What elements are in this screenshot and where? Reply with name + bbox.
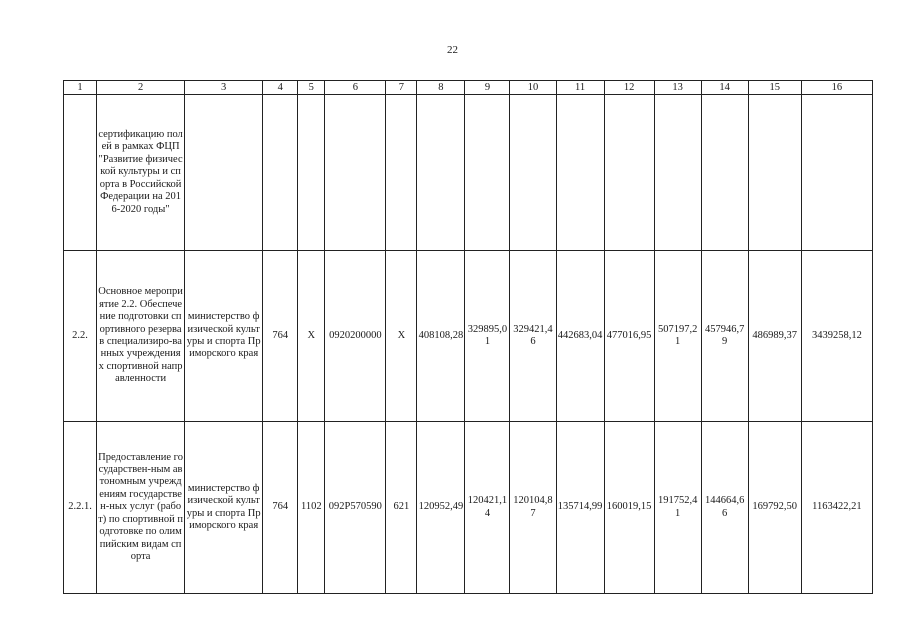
page-number: 22 xyxy=(447,44,458,56)
table-cell: 1102 xyxy=(298,422,325,594)
table-cell xyxy=(748,95,801,251)
item-name: сертификацию полей в рамках ФЦП "Развитие физической культуры и спорта в Российской Федерации на 2016-2020 годы" xyxy=(97,95,185,251)
table-cell: 3439258,12 xyxy=(801,251,872,422)
column-number: 12 xyxy=(604,81,654,95)
column-number: 5 xyxy=(298,81,325,95)
table-cell: 1163422,21 xyxy=(801,422,872,594)
item-name: Основное мероприятие 2.2. Обеспечение подготовки спортивного резерва в специализиро-ванных учреждениях спортивной направленности xyxy=(97,251,185,422)
table-cell xyxy=(654,95,701,251)
column-number: 8 xyxy=(417,81,465,95)
table-cell: 160019,15 xyxy=(604,422,654,594)
table-cell xyxy=(263,95,298,251)
column-number: 2 xyxy=(97,81,185,95)
column-number: 16 xyxy=(801,81,872,95)
table-cell: 764 xyxy=(263,422,298,594)
table-cell: 408108,28 xyxy=(417,251,465,422)
table-cell: 621 xyxy=(386,422,417,594)
table-row xyxy=(64,95,873,251)
column-number: 3 xyxy=(185,81,263,95)
table-cell: 764 xyxy=(263,251,298,422)
table-cell: 329895,01 xyxy=(465,251,510,422)
table-cell xyxy=(325,95,386,251)
column-number: 11 xyxy=(556,81,604,95)
item-name: Предоставление государствен-ным автономным учреждениям государствен-ных услуг (работ) по спортивной подготовке по олимпийским видам спорта xyxy=(97,422,185,594)
table-cell xyxy=(604,95,654,251)
column-number: 1 xyxy=(64,81,97,95)
table-cell: 486989,37 xyxy=(748,251,801,422)
column-number: 4 xyxy=(263,81,298,95)
table-cell: 457946,79 xyxy=(701,251,748,422)
table-cell: 477016,95 xyxy=(604,251,654,422)
table-cell: 144664,66 xyxy=(701,422,748,594)
table-cell: 191752,41 xyxy=(654,422,701,594)
column-number: 13 xyxy=(654,81,701,95)
budget-table xyxy=(63,80,873,594)
executor xyxy=(185,95,263,251)
executor: министерство физической культуры и спорта Приморского края xyxy=(185,251,263,422)
table-cell: X xyxy=(298,251,325,422)
table-cell xyxy=(465,95,510,251)
column-number: 14 xyxy=(701,81,748,95)
column-number: 15 xyxy=(748,81,801,95)
table-cell: 092P570590 xyxy=(325,422,386,594)
table-cell xyxy=(510,95,556,251)
table-cell: 329421,46 xyxy=(510,251,556,422)
table-cell xyxy=(701,95,748,251)
table-cell: 442683,04 xyxy=(556,251,604,422)
column-number: 9 xyxy=(465,81,510,95)
table-cell xyxy=(801,95,872,251)
column-number: 10 xyxy=(510,81,556,95)
table-cell xyxy=(556,95,604,251)
table-cell: 169792,50 xyxy=(748,422,801,594)
column-number: 7 xyxy=(386,81,417,95)
table-cell xyxy=(417,95,465,251)
table-cell: 507197,21 xyxy=(654,251,701,422)
table-row xyxy=(64,422,873,594)
item-number: 2.2. xyxy=(64,251,97,422)
table-cell xyxy=(298,95,325,251)
table-row xyxy=(64,251,873,422)
column-number: 6 xyxy=(325,81,386,95)
item-number xyxy=(64,95,97,251)
table-cell xyxy=(386,95,417,251)
table-cell: X xyxy=(386,251,417,422)
table-cell: 120952,49 xyxy=(417,422,465,594)
item-number: 2.2.1. xyxy=(64,422,97,594)
table-cell: 120104,87 xyxy=(510,422,556,594)
table-cell: 0920200000 xyxy=(325,251,386,422)
column-number-row xyxy=(64,81,873,95)
table-cell: 135714,99 xyxy=(556,422,604,594)
table-cell: 120421,14 xyxy=(465,422,510,594)
executor: министерство физической культуры и спорта Приморского края xyxy=(185,422,263,594)
